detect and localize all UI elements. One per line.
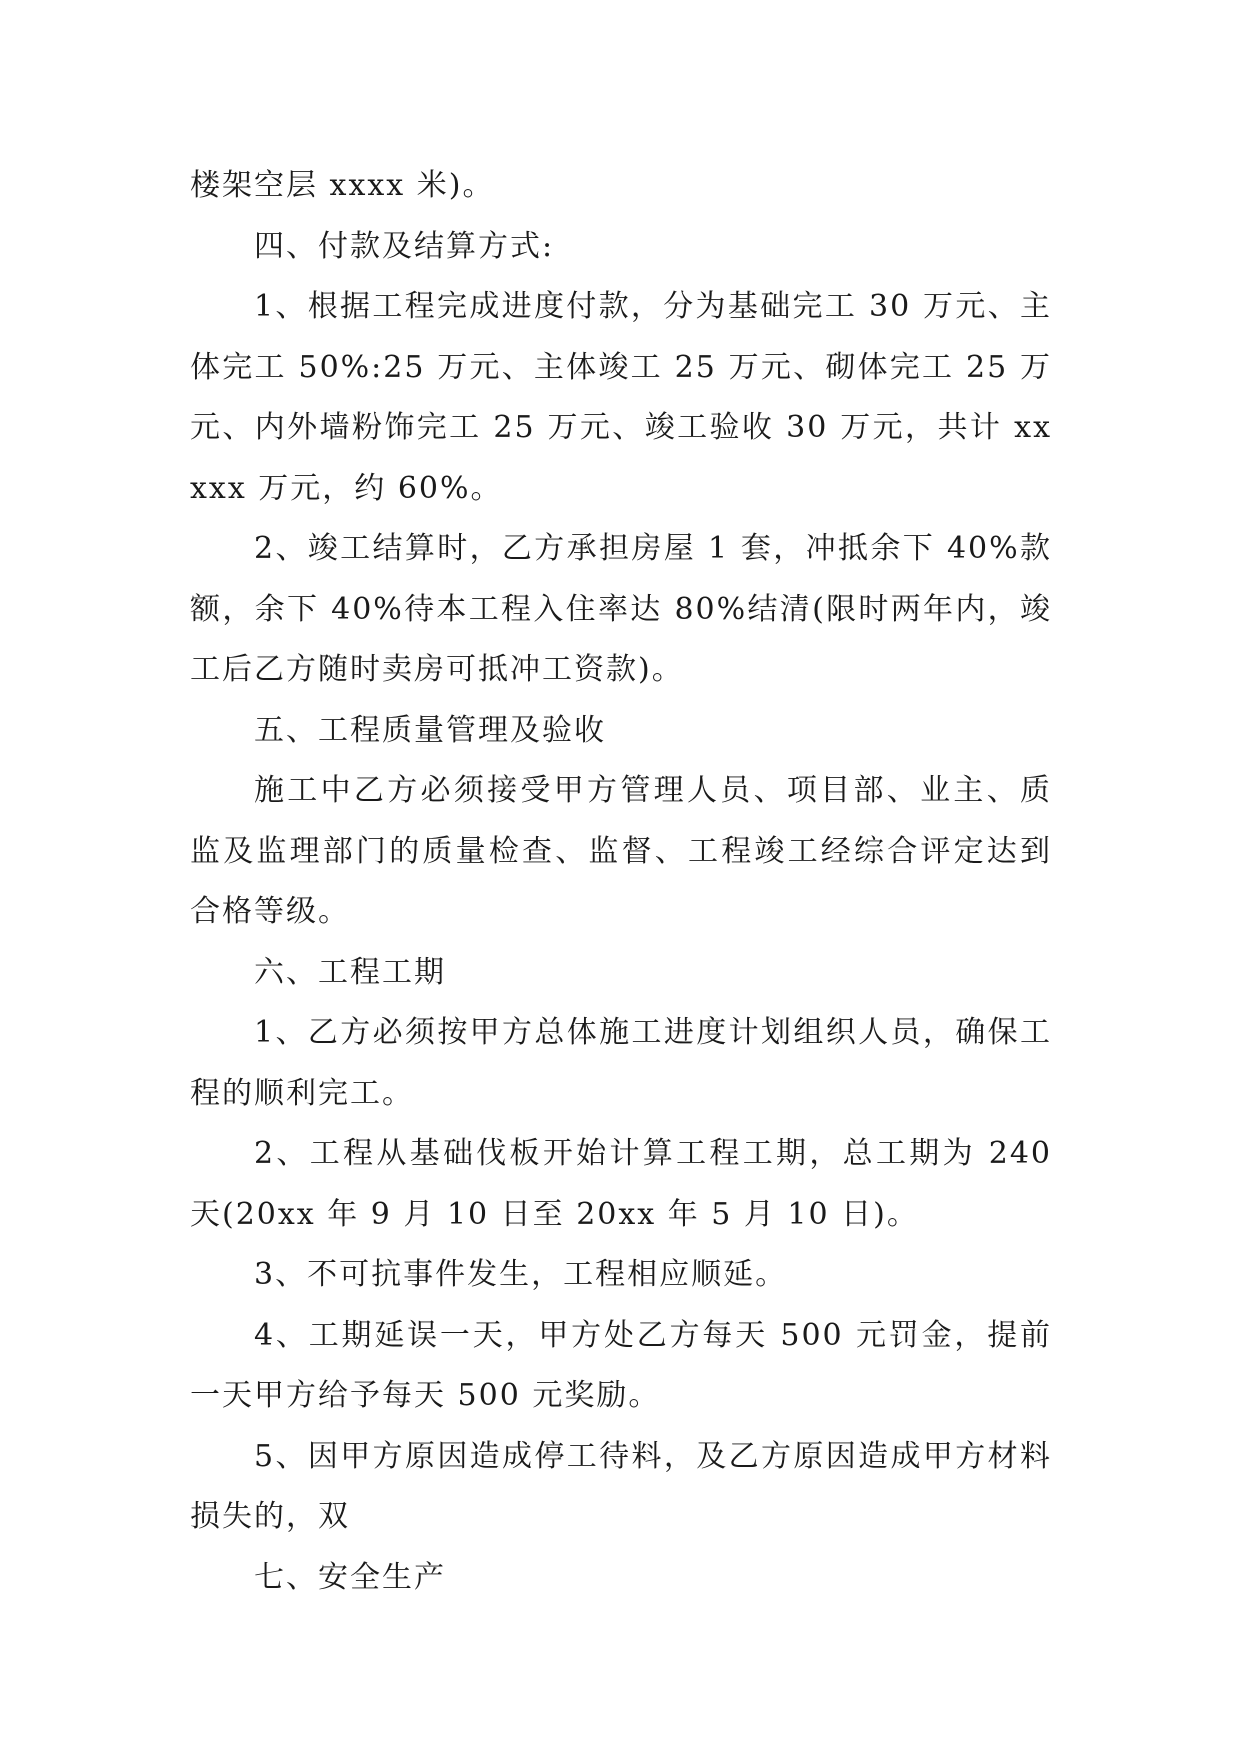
paragraph-payment-2: 2、竣工结算时，乙方承担房屋 1 套，冲抵余下 40%款额，余下 40%待本工程入住率达 80%结清(限时两年内，竣工后乙方随时卖房可抵冲工资款)。 (190, 531, 1052, 687)
paragraph-schedule-1: 1、乙方必须按甲方总体施工进度计划组织人员，确保工程的顺利完工。 (190, 1015, 1052, 1111)
paragraph-schedule-5: 5、因甲方原因造成停工待料，及乙方原因造成甲方材料损失的，双 (190, 1438, 1052, 1534)
paragraph-schedule-2: 2、工程从基础伐板开始计算工程工期，总工期为 240 天(20xx 年 9 月 10 日至 20xx 年 5 月 10 日)。 (190, 1136, 1052, 1232)
paragraph-schedule-4: 4、工期延误一天，甲方处乙方每天 500 元罚金，提前一天甲方给予每天 500 元奖励。 (190, 1317, 1052, 1413)
document-page (190, 156, 1052, 1608)
section-heading-safety: 七、安全生产 (254, 1559, 446, 1595)
paragraph-payment-1: 1、根据工程完成进度付款，分为基础完工 30 万元、主体完工 50%:25 万元、主体竣工 25 万元、砌体完工 25 万元、内外墙粉饰完工 25 万元、竣工验收 30 万元，共计 xxxxx 万元，约 60%。 (190, 289, 1052, 506)
paragraph-schedule-3: 3、不可抗事件发生，工程相应顺延。 (254, 1257, 788, 1292)
section-heading-quality: 五、工程质量管理及验收 (254, 712, 606, 748)
section-heading-schedule: 六、工程工期 (254, 954, 446, 990)
paragraph-1: 楼架空层 xxxx 米)。 (190, 168, 495, 203)
section-heading-payment: 四、付款及结算方式: (254, 228, 555, 264)
paragraph-quality: 施工中乙方必须接受甲方管理人员、项目部、业主、质监及监理部门的质量检查、监督、工程竣工经综合评定达到合格等级。 (190, 773, 1052, 929)
